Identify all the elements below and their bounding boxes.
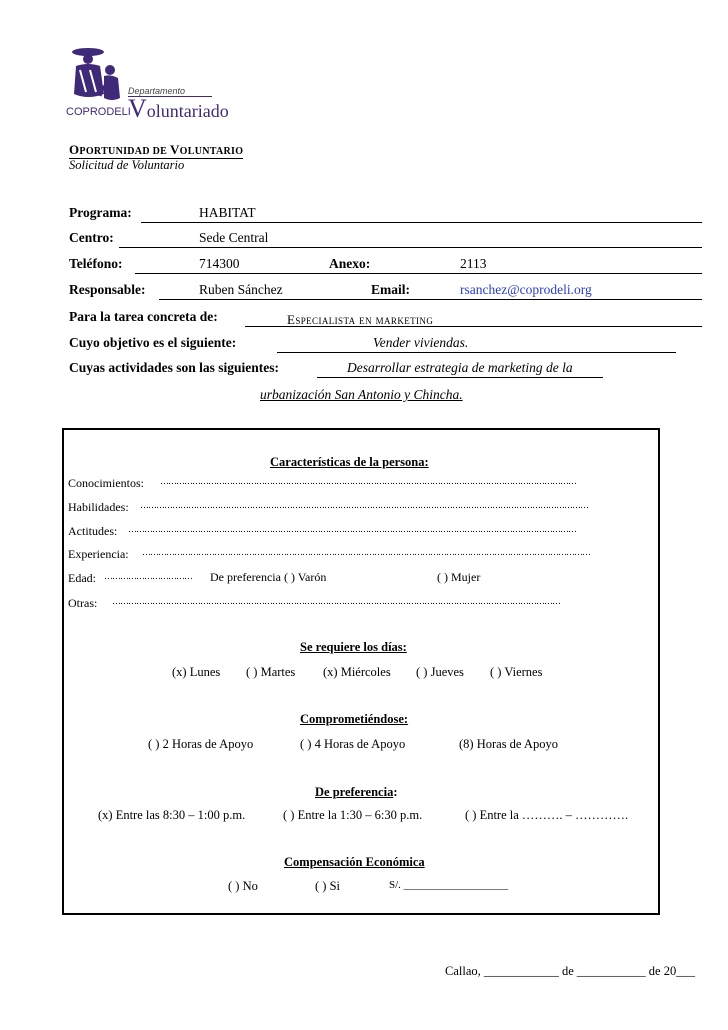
- organization-name: COPRODELI: [66, 106, 131, 118]
- otras-label: Otras:: [68, 596, 98, 610]
- experiencia-line: [68, 547, 129, 562]
- page-subtitle: Solicitud de Voluntario: [69, 158, 185, 172]
- compensacion-amount-field[interactable]: S/. ___________________: [389, 879, 509, 891]
- compromet-heading: Comprometiéndose:: [300, 712, 409, 726]
- conocimientos-label: Conocimientos:: [68, 476, 144, 490]
- email-value[interactable]: rsanchez@coprodeli.org: [460, 282, 592, 297]
- page-title: OPORTUNIDAD DE VOLUNTARIO: [69, 142, 244, 157]
- conocimientos-blank[interactable]: …………………………………………………………………………………………………………………………………………: [160, 476, 576, 486]
- turno-otro-option[interactable]: ( ) Entre la ………. – ………….: [465, 808, 629, 822]
- objetivo-label: Cuyo objetivo es el siguiente:: [69, 335, 237, 350]
- programa-label: Programa:: [69, 205, 132, 220]
- responsable-value: Ruben Sánchez: [199, 282, 283, 297]
- horas-4-option[interactable]: ( ) 4 Horas de Apoyo: [300, 737, 406, 751]
- programa-value: HABITAT: [199, 205, 256, 220]
- actitudes-line: [68, 524, 117, 539]
- anexo-label: Anexo:: [329, 256, 371, 271]
- responsable-label: Responsable:: [69, 282, 146, 297]
- dias-heading: Se requiere los días:: [300, 640, 407, 654]
- compensacion-si-option[interactable]: ( ) Si: [315, 879, 340, 893]
- experiencia-blank[interactable]: ……………………………………………………………………………………………………………………………………………………: [142, 547, 590, 557]
- conocimientos-line: [68, 476, 144, 491]
- habilidades-line: [68, 500, 129, 515]
- horas-2-option[interactable]: ( ) 2 Horas de Apoyo: [148, 737, 254, 751]
- turno-tarde-option[interactable]: ( ) Entre la 1:30 – 6:30 p.m.: [283, 808, 423, 822]
- department-label: Departamento: [128, 86, 186, 96]
- actividades-label: Cuyas actividades son las siguientes:: [69, 360, 280, 375]
- actividades-value-line1: Desarrollar estrategia de marketing de la: [347, 360, 573, 375]
- volunteering-label: Voluntariado: [128, 94, 229, 123]
- tarea-value: Especialista en marketing: [287, 312, 434, 327]
- dia-martes-option[interactable]: ( ) Martes: [246, 665, 296, 679]
- caracteristicas-heading: Características de la persona:: [270, 455, 429, 469]
- telefono-value: 714300: [199, 256, 240, 271]
- preferencia-heading: De preferencia:: [315, 785, 398, 799]
- telefono-label: Teléfono:: [69, 256, 123, 271]
- turno-manana-option[interactable]: (x) Entre las 8:30 – 1:00 p.m.: [98, 808, 246, 822]
- horas-8-option[interactable]: (8) Horas de Apoyo: [459, 737, 558, 751]
- dia-viernes-option[interactable]: ( ) Viernes: [490, 665, 543, 679]
- edad-label: Edad:: [68, 571, 96, 585]
- email-label: Email:: [371, 282, 410, 297]
- sexo-mujer-option[interactable]: ( ) Mujer: [437, 570, 481, 584]
- edad-blank[interactable]: ……………………………: [104, 571, 192, 581]
- dia-jueves-option[interactable]: ( ) Jueves: [416, 665, 464, 679]
- actitudes-label: Actitudes:: [68, 524, 118, 538]
- experiencia-label: Experiencia:: [68, 547, 129, 561]
- volunteer-figures-icon: [66, 44, 128, 106]
- objetivo-value: Vender viviendas.: [373, 335, 469, 350]
- habilidades-blank[interactable]: ……………………………………………………………………………………………………………………………………………………: [140, 500, 588, 510]
- tarea-label: Para la tarea concreta de:: [69, 309, 218, 324]
- otras-blank[interactable]: ……………………………………………………………………………………………………………………………………………………: [112, 596, 560, 606]
- habilidades-label: Habilidades:: [68, 500, 129, 514]
- compensacion-no-option[interactable]: ( ) No: [228, 879, 258, 893]
- centro-label: Centro:: [69, 230, 114, 245]
- dia-miercoles-option[interactable]: (x) Miércoles: [323, 665, 391, 679]
- place-date-line[interactable]: Callao, ____________ de ___________ de 20___: [445, 964, 695, 978]
- actividades-value-line2: urbanización San Antonio y Chincha.: [260, 387, 463, 402]
- edad-line: [68, 571, 96, 586]
- centro-value: Sede Central: [199, 230, 269, 245]
- compensacion-heading: Compensación Económica: [284, 855, 425, 869]
- otras-line: [68, 596, 97, 611]
- dia-lunes-option[interactable]: (x) Lunes: [172, 665, 221, 679]
- actitudes-blank[interactable]: ……………………………………………………………………………………………………………………………………………………: [128, 524, 576, 534]
- organization-logo: [66, 44, 229, 124]
- anexo-value: 2113: [460, 256, 487, 271]
- sexo-varon-option[interactable]: De preferencia ( ) Varón: [210, 570, 327, 584]
